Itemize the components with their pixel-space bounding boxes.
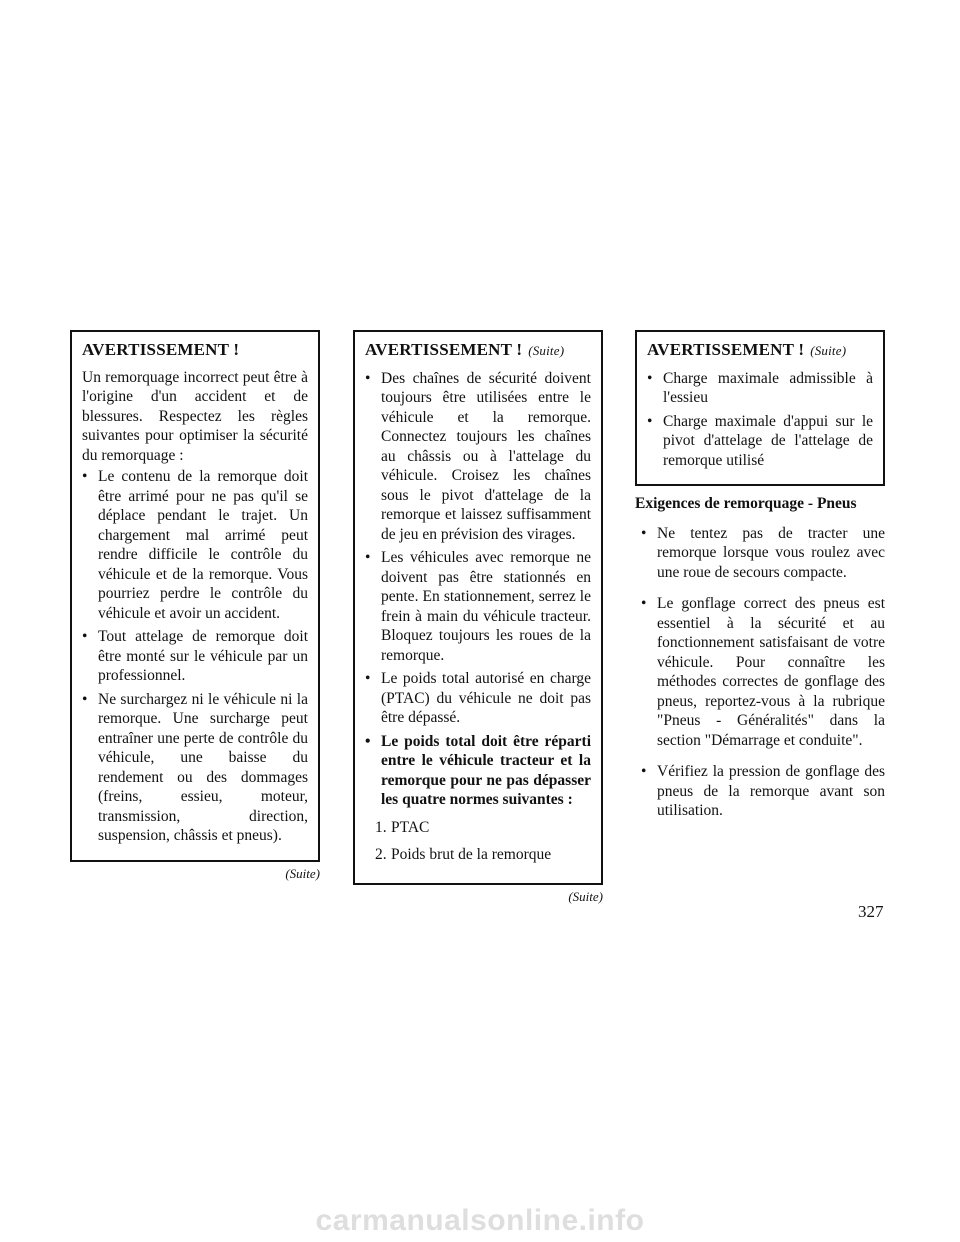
warning-title-text: AVERTISSEMENT !	[647, 340, 805, 359]
item-number: 2.	[375, 846, 387, 863]
item-text: Poids brut de la remorque	[391, 846, 552, 863]
column-3	[635, 330, 885, 833]
warning-list	[365, 369, 591, 810]
tire-requirements-section	[635, 494, 885, 821]
warning-box-2	[353, 330, 603, 885]
section-list	[635, 524, 885, 821]
warning-title: AVERTISSEMENT !	[82, 340, 240, 359]
item-number: 1.	[375, 818, 387, 836]
continued-label: (Suite)	[568, 888, 603, 904]
warning-list	[82, 467, 308, 846]
numbered-item	[365, 845, 591, 865]
list-item: • Des chaînes de sécurité doivent toujours être utilisées entre le véhicule et la remorque. Connectez toujours les chaînes au châssis ou à l'attelage du véhicule. Croisez les chaînes sous le pivot d'attelage de la remorque et laissez suffisamment de jeu en prévision des virages.	[365, 369, 591, 545]
warning-box-3	[635, 330, 885, 486]
list-item: • Charge maximale admissible à l'essieu	[647, 369, 873, 408]
warning-list	[647, 369, 873, 471]
warning-title	[647, 340, 873, 361]
column-2	[353, 330, 603, 905]
list-item: • Le poids total autorisé en charge (PTAC) du véhicule ne doit pas être dépassé.	[365, 669, 591, 728]
list-item: • Le contenu de la remorque doit être arrimé pour ne pas qu'il se déplace pendant le trajet. Un chargement mal arrimé peut rendre difficile le contrôle du véhicule et de la remorque. Vous pourriez perdre le contrôle du véhicule et avoir un accident.	[82, 467, 308, 623]
warning-intro: Un remorquage incorrect peut être à l'origine d'un accident et de blessures. Respectez les règles suivantes pour optimiser la sécurité du remorquage :	[82, 368, 308, 464]
watermark: carmanualsonline.info	[315, 1204, 645, 1237]
list-item: • Les véhicules avec remorque ne doivent pas être stationnés en pente. En stationnement, serrez le frein à main du véhicule tracteur. Bloquez toujours les roues de la remorque.	[365, 548, 591, 665]
list-item: • Le gonflage correct des pneus est essentiel à la sécurité et au fonctionnement satisfaisant de votre véhicule. Pour connaître les méthodes correctes de gonflage des pneus, reportez-vous à la rubrique "Pneus - Généralités" dans la section "Démarrage et conduite".	[635, 594, 885, 750]
list-item: • Charge maximale d'appui sur le pivot d'attelage de l'attelage de remorque utilisé	[647, 412, 873, 471]
warning-box-1	[70, 330, 320, 862]
page-number: 327	[858, 902, 884, 921]
item-text: PTAC	[391, 818, 430, 836]
warning-title	[365, 340, 591, 361]
warning-title-text: AVERTISSEMENT !	[365, 340, 523, 359]
numbered-list	[365, 818, 591, 865]
list-item: • Vérifiez la pression de gonflage des pneus de la remorque avant son utilisation.	[635, 762, 885, 821]
warning-title-suffix: (Suite)	[528, 343, 565, 358]
column-1	[70, 330, 320, 882]
numbered-item	[365, 818, 591, 838]
section-heading: Exigences de remorquage - Pneus	[635, 495, 857, 512]
list-item: • Tout attelage de remorque doit être monté sur le véhicule par un professionnel.	[82, 627, 308, 686]
continued-label: (Suite)	[285, 865, 320, 881]
list-item: • Ne surchargez ni le véhicule ni la remorque. Une surcharge peut entraîner une perte de contrôle du véhicule, une baisse du rendement ou des dommages (freins, essieu, moteur, transmission, direction, suspension, châssis et pneus).	[82, 690, 308, 846]
list-item-bold: • Le poids total doit être réparti entre le véhicule tracteur et la remorque pour ne pas dépasser les quatre normes suivantes :	[365, 732, 591, 810]
warning-title-suffix: (Suite)	[810, 343, 847, 358]
list-item: • Ne tentez pas de tracter une remorque lorsque vous roulez avec une roue de secours compacte.	[635, 524, 885, 583]
